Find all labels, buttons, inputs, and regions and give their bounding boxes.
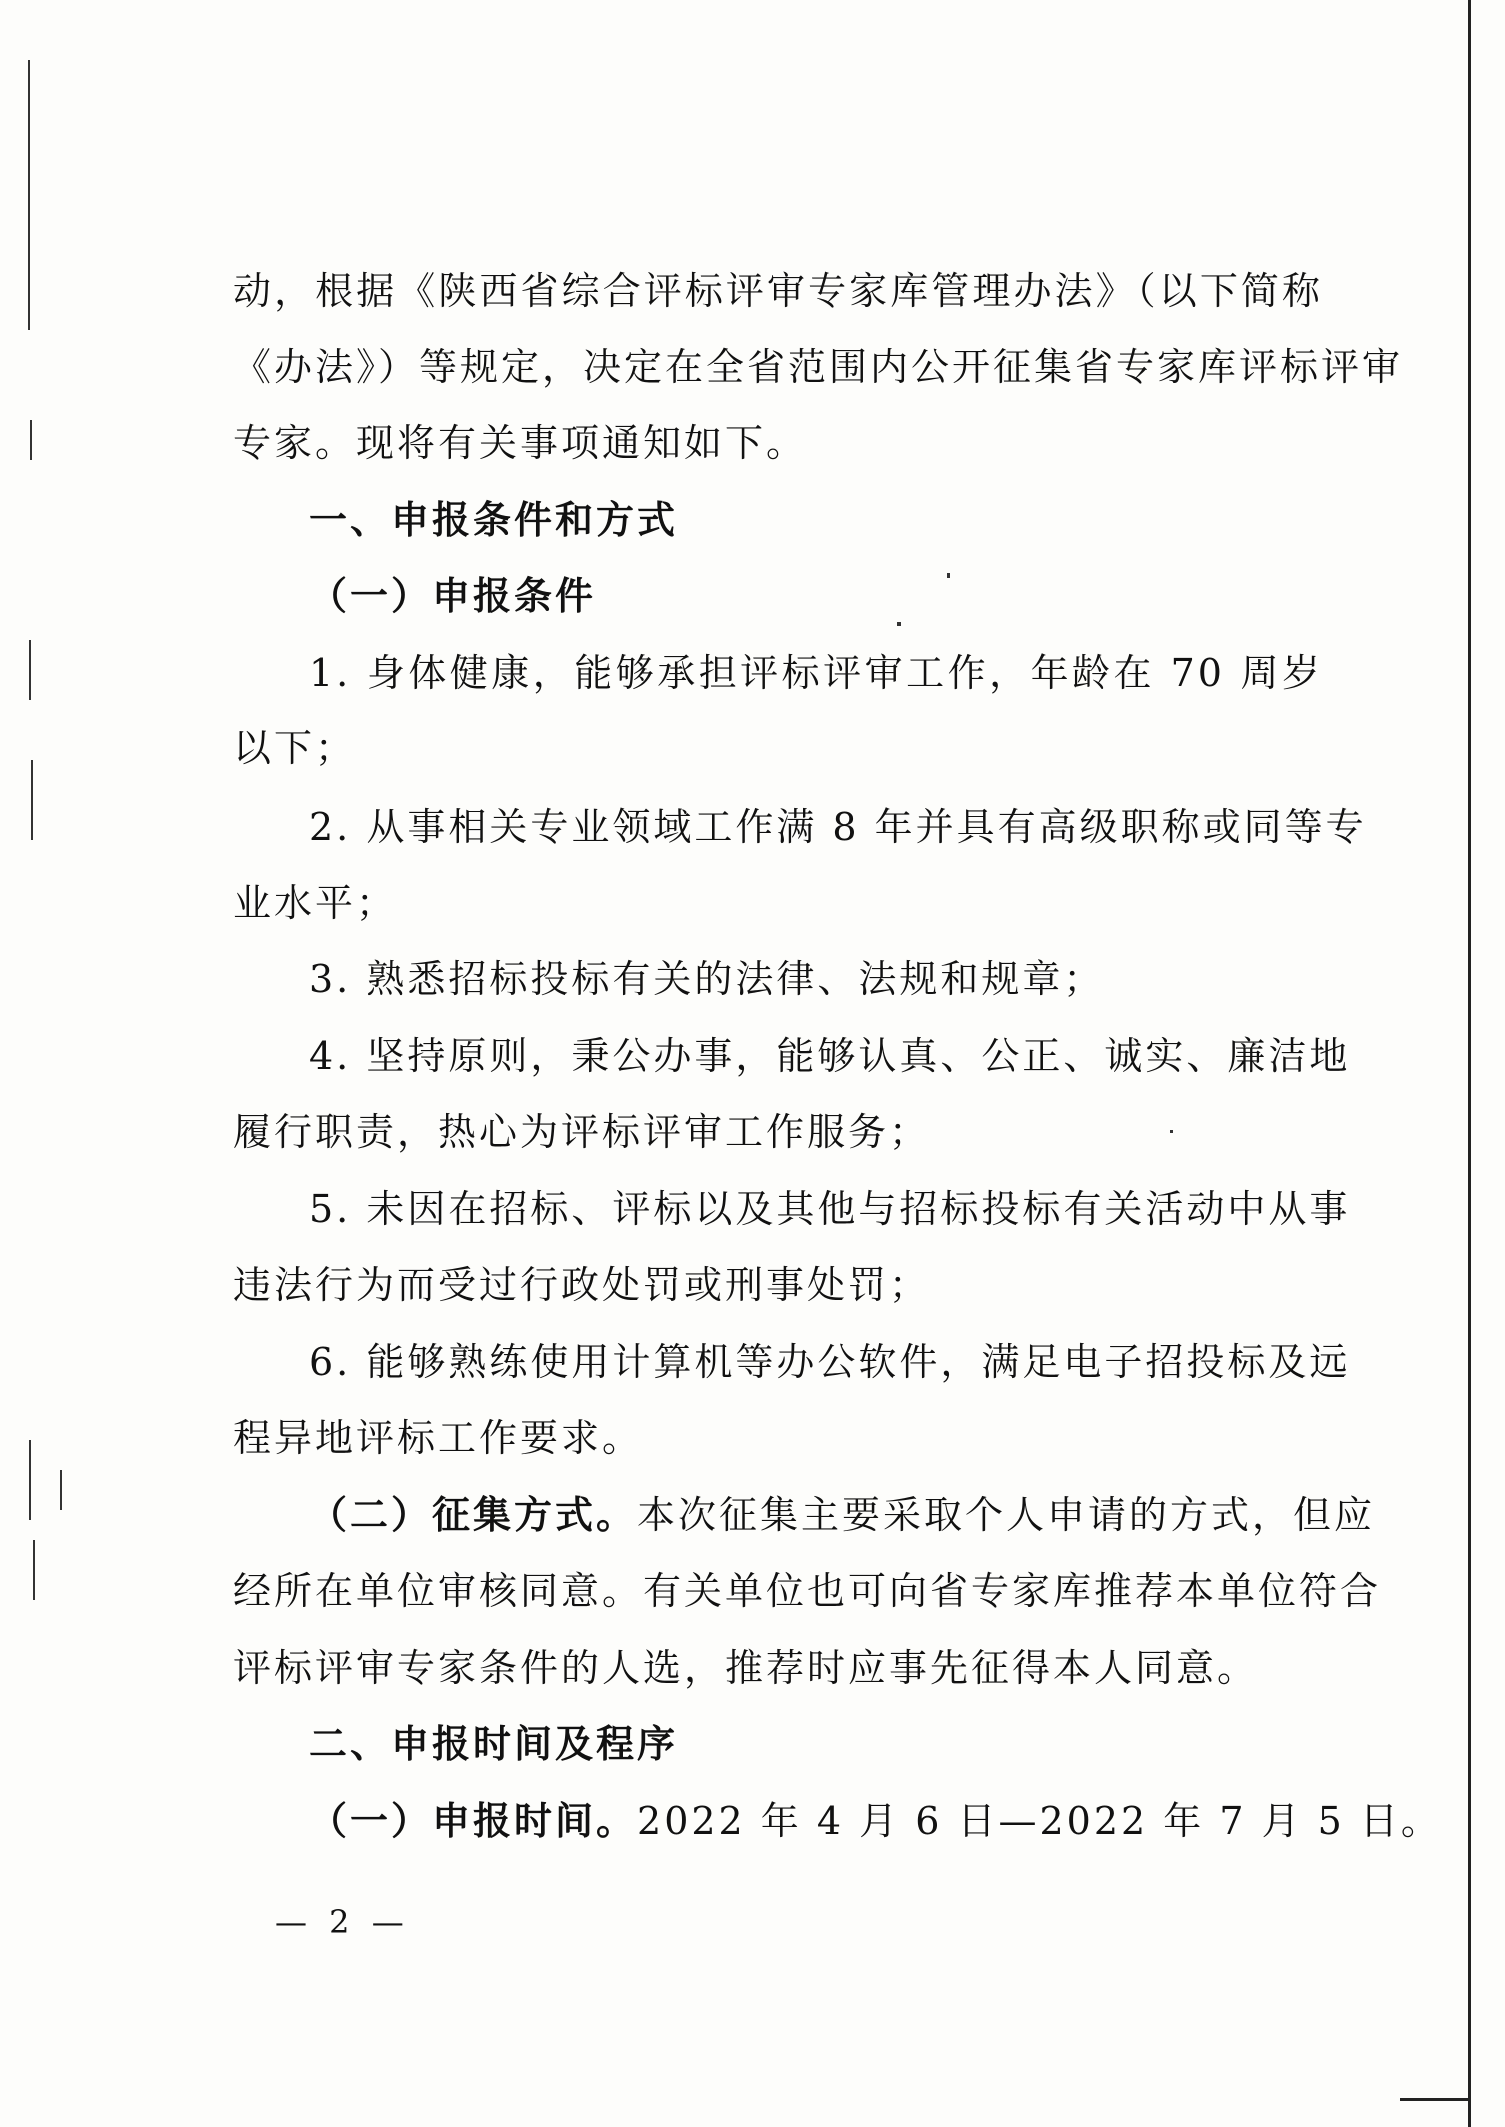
report-time-line [309,1796,1442,1846]
subsection-heading-1: （一）申报条件 [309,574,597,618]
body-line: 6. 能够熟练使用计算机等办公软件，满足电子招投标及远 [309,1340,1351,1384]
collect-method-text: 本次征集主要采取个人申请的方式，但应 [637,1493,1376,1537]
scan-mark [28,60,30,330]
scan-edge-bottom [1400,2098,1470,2101]
body-line: 经所在单位审核同意。有关单位也可向省专家库推荐本单位符合 [233,1569,1382,1613]
scan-edge-right [1468,0,1471,2127]
body-line: 1. 身体健康，能够承担评标评审工作，年龄在 70 周岁 [309,651,1323,695]
body-line: 违法行为而受过行政处罚或刑事处罚； [233,1263,931,1307]
scan-mark [29,1440,31,1520]
body-line: 以下； [233,726,357,770]
section-heading-1: 一、申报条件和方式 [309,498,679,542]
scan-mark [33,1540,35,1600]
report-time-text: 2022 年 4 月 6 日—2022 年 7 月 5 日。 [637,1799,1442,1843]
body-line: 5. 未因在招标、评标以及其他与招标投标有关活动中从事 [309,1187,1351,1231]
collect-method-line [309,1490,1376,1540]
scan-mark [60,1470,62,1510]
body-line: 专家。现将有关事项通知如下。 [233,421,808,465]
body-line: 业水平； [233,881,398,925]
report-time-heading: （一）申报时间。 [309,1799,638,1843]
collect-method-heading: （二）征集方式。 [309,1493,638,1537]
body-line: 3. 熟悉招标投标有关的法律、法规和规章； [309,957,1105,1001]
body-line: 程异地评标工作要求。 [233,1416,644,1460]
body-line: 履行职责，热心为评标评审工作服务； [233,1110,931,1154]
scan-mark [31,760,33,840]
scan-mark [897,622,901,626]
scan-mark [29,640,31,700]
page-number: — 2 — [275,1903,410,1941]
body-line: 评标评审专家条件的人选，推荐时应事先征得本人同意。 [233,1646,1259,1690]
body-line: 动，根据《陕西省综合评标评审专家库管理办法》（以下简称 [233,269,1323,313]
body-line: 2. 从事相关专业领域工作满 8 年并具有高级职称或同等专 [309,805,1367,849]
scan-mark [30,420,32,460]
body-line: 4. 坚持原则，秉公办事，能够认真、公正、诚实、廉洁地 [309,1034,1351,1078]
body-line: 《办法》）等规定，决定在全省范围内公开征集省专家库评标评审 [233,345,1404,389]
section-heading-2: 二、申报时间及程序 [309,1722,679,1766]
